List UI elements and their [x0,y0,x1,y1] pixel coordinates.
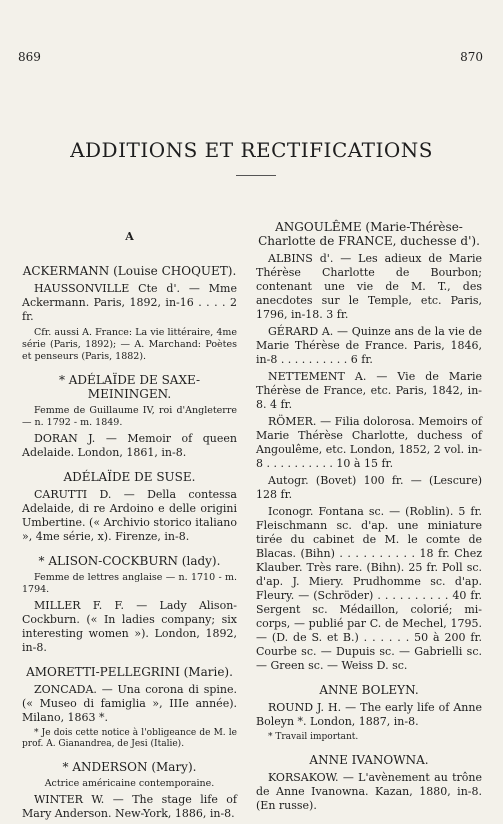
left-column [22,230,237,824]
entry-alison-cockburn [22,554,237,655]
page-number-right: 870 [460,50,483,64]
entry-autograph: Autogr. (Bovet) 100 fr. — (Lescure) 128 fr. [256,474,482,501]
entry-heading: * ANDERSON (Mary). [62,760,197,774]
entry-anderson [22,760,237,821]
entry-text: ROUND J. H. — The early life of Anne Boleyn *. London, 1887, in-8. [256,701,482,728]
entry-anne-ivanowna [256,753,482,813]
entry-note: Femme de lettres anglaise — n. 1710 - m. 1794. [22,572,237,595]
entry-text: DORAN J. — Memoir of queen Adelaide. London, 1861, in-8. [22,432,237,459]
entry-angouleme [256,220,482,673]
entry-adelaide-suse [22,470,237,544]
entry-adelaide-saxe [22,373,237,460]
entry-heading: * ALISON-COCKBURN (lady). [38,554,221,568]
entry-heading: AMORETTI-PELLEGRINI (Marie). [26,665,233,679]
entry-text: HAUSSONVILLE Cte d'. — Mme Ackermann. Paris, 1892, in-16 . . . . 2 fr. [22,282,237,323]
entry-text: KORSAKOW. — L'avènement au trône de Anne Ivanowna. Kazan, 1880, in-8. (En russe). [256,771,482,812]
entry-text: CARUTTI D. — Della contessa Adelaide, di re Ardoino e delle origini Umbertine. (« Archivio storico italiano », 4me série, x). Firenze, in-8. [22,488,237,543]
entry-text: RÖMER. — Filia dolorosa. Memoirs of Marie Thérèse Charlotte, duchess of Angoulême, etc. London, 1852, 2 vol. in-8 . . . . . . . . . . 10 à 15 fr. [256,415,482,470]
entry-text: GÉRARD A. — Quinze ans de la vie de Marie Thérèse de France. Paris, 1846, in-8 . . . . . . . . . . 6 fr. [256,325,482,366]
entry-heading: ADÉLAÏDE DE SUSE. [63,470,196,484]
entry-iconography: Iconogr. Fontana sc. — (Roblin). 5 fr. Fleischmann sc. d'ap. une miniature tirée du cabinet de M. le comte de Blacas. (Bihn) . . . . . . . . . . 18 fr. Chez Klauber. Très rare. (Bihn). 25 fr. Poll sc. d'ap. J. Miery. Prudhomme sc. d'ap. Fleury. — (Schröder) . . . . . . . . . . 40 fr. Sergent sc. Médaillon, colorié; mi-corps, — publié par C. de Mechel, 1795. — (D. de S. et B.) . . . . . . 50 à 200 fr. Courbe sc. — Dupuis sc. — Gabrielli sc. — Green sc. — Weiss D. sc. [256,505,482,672]
entry-note: * Je dois cette notice à l'obligeance de M. le prof. A. Gianandrea, de Jesi (Italie). [22,728,237,749]
entry-note: Actrice américaine contemporaine. [44,778,215,789]
entry-ackermann [22,264,237,363]
entry-heading: ANNE IVANOWNA. [309,753,429,767]
entry-amoretti [22,665,237,750]
entry-note: Femme de Guillaume IV, roi d'Angleterre — n. 1792 - m. 1849. [22,405,237,428]
entry-heading: ANGOULÊME (Marie-Thérèse-Charlotte de FRANCE, duchesse d'). [258,220,480,248]
entry-text: MILLER F. F. — Lady Alison-Cockburn. (« In ladies company; six interesting women »). London, 1892, in-8. [22,599,237,654]
entry-heading: ANNE BOLEYN. [319,683,419,697]
letter-heading: A [125,230,134,243]
entry-text: WINTER W. — The stage life of Mary Anderson. New-York, 1886, in-8. [22,793,237,820]
entry-note: * Travail important. [268,732,359,742]
page-number-left: 869 [18,50,41,64]
right-column [256,220,482,816]
entry-anne-boleyn [256,683,482,743]
title-rule [236,175,276,176]
entry-note: Cfr. aussi A. France: La vie littéraire, 4me série (Paris, 1892); — A. Marchand: Poètes et penseurs (Paris, 1882). [22,327,237,362]
entry-text: NETTEMENT A. — Vie de Marie Thérèse de France, etc. Paris, 1842, in-8. 4 fr. [256,370,482,411]
entry-heading: ACKERMANN (Louise CHOQUET). [22,264,237,278]
page-title: ADDITIONS ET RECTIFICATIONS [70,138,433,162]
entry-text: ALBINS d'. — Les adieux de Marie Thérèse Charlotte de Bourbon; contenant une vie de M. T., des anecdotes sur le Temple, etc. Paris, 1796, in-18. 3 fr. [256,252,482,321]
entry-text: ZONCADA. — Una corona di spine. (« Museo di famiglia », IIIe année). Milano, 1863 *. [22,683,237,724]
entry-heading: * ADÉLAÏDE DE SAXE-MEININGEN. [58,373,201,401]
